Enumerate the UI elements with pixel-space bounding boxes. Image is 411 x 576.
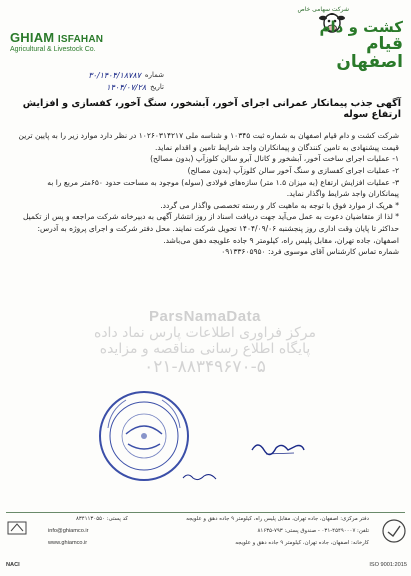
watermark-tagline: پایگاه اطلاع رسانی مناقصه و مزایده — [99, 341, 311, 357]
naci-label: NACI — [6, 562, 20, 568]
number-value: ۳۰/۱۴۰۴/۱۸۷۸۷ — [88, 71, 141, 80]
brand-english — [10, 30, 140, 53]
notice-title: آگهی جذب پیمانکار عمرانی اجرای آخور، آبشخور، سنگ آخور، کفسازی و افزایش ارتفاع سوله — [22, 98, 401, 120]
watermark-center: مرکز فراوری اطلاعات پارس نماد داده — [93, 325, 317, 341]
footer-address: دفتر مرکزی: اصفهان، جاده تهران، مقابل پلیس راه، کیلومتر ۹ جاده دهق و علویجه — [186, 516, 369, 522]
footer-phone: تلفن: ۴۵۴۹۰۰۰۷-۰۳۱ - صندوق پستی: ۷۹۳-۸۱۶۳۵ — [257, 528, 369, 534]
number-label: شماره — [144, 71, 164, 79]
date-value: ۱۴۰۴/۰۷/۲۸ — [106, 82, 147, 92]
brand-en-sub: Agricultural & Livestock Co. — [10, 46, 96, 53]
watermark-brand: ParsNamaData — [149, 308, 261, 325]
signature-icon — [248, 436, 308, 460]
footer-web: www.ghiamco.ir — [48, 540, 88, 546]
footer — [8, 514, 403, 572]
footer-divider — [6, 512, 405, 513]
contact-line: شماره تماس کارشناس آقای موسوی فرد: ۰۹۱۳۳۶۰۵۹۵۰ — [221, 247, 399, 257]
watermark — [40, 308, 370, 377]
notice-body — [16, 130, 399, 258]
letter-meta — [14, 70, 164, 93]
handwriting-icon — [180, 470, 220, 484]
company-seal-icon — [96, 388, 192, 484]
watermark-phone: ۰۲۱-۸۸۳۴۹۶۷۰-۵ — [144, 357, 266, 377]
logo-company-type: شرکت سهامی خاص — [297, 6, 349, 13]
intro-paragraph: شرکت کشت و دام قیام اصفهان به شماره ثبت ۱۰۳۴۵ و شناسه ملی ۱۰۲۶۰۳۱۴۲۱۷ در نظر دارد موارد زیر را به پایین ترین قیمت پیشنهادی به تامین کنندگان و پیمانکاران واجد شرایط تامین و اقدام نماید. — [18, 131, 399, 152]
footer-factory: کارخانه: اصفهان، جاده تهران، کیلومتر ۹ جاده دهق و علویجه — [235, 540, 369, 546]
company-logo — [291, 6, 403, 72]
footer-email: info@ghiamco.ir — [48, 528, 89, 534]
logo-line2: قیام اصفهان — [336, 33, 403, 72]
logo-line1: کشت و دام — [319, 18, 403, 36]
note-paragraph: * هریک از موارد فوق با توجه به ماهیت کار و رسته تخصصی واگذار می گردد. — [160, 200, 399, 210]
brand-en-city: ISFAHAN — [57, 34, 104, 45]
date-label: تاریخ — [150, 82, 164, 91]
footer-postal: کد پستی: ۸۳۴۱۱۳۰۵۵۰ — [75, 516, 128, 522]
brand-en-main: GHIAM — [10, 30, 55, 45]
iso-label: ISO 9001:2015 — [369, 562, 407, 568]
list-item: ۲- عملیات اجرای کفسازی و سنگ آخور سالن کلوزآپ (بدون مصالح) — [187, 165, 399, 175]
list-item: ۱- عملیات اجرای ساخت آخور، آبشخور و کانال آبرو سالن کلوزآپ (بدون مصالح) — [150, 154, 399, 164]
list-item: ۳- عملیات افزایش ارتفاع (به میزان ۱.۵ متر) سازه‌های فولادی (سوله) موجود به مساحت حدود ۶۵۰متر مربع را به پیمانکاران واجد شرایط واگذار نماید. — [47, 177, 399, 199]
invite-paragraph: * لذا از متقاضیان دعوت به عمل می‌آید جهت دریافت اسناد از روز انتشار آگهی به دبیرخانه شرکت مراجعه و پس از تکمیل حداکثر تا پایان وقت اداری روز پنجشنبه ۱۴۰۴/۰۹/۰۶ تحویل شرکت نمایند. محل دفتر شرکت و اجرای پروژه به آدرس: اصفهان، جاده تهران، مقابل پلیس راه، کیلومتر ۹ جاده علویجه دهق می‌باشد. — [22, 212, 399, 245]
